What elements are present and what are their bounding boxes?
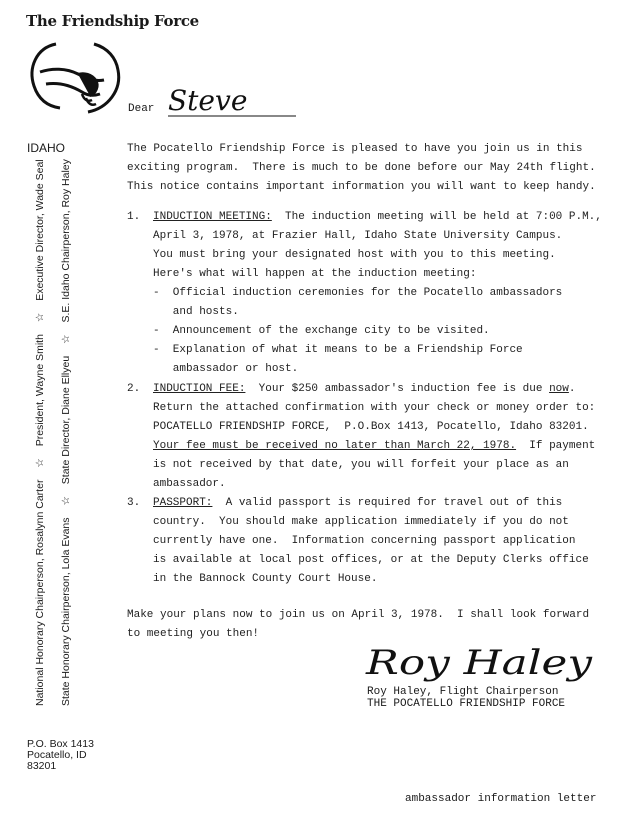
salutation-handwritten-name bbox=[162, 82, 302, 120]
handwritten-signature bbox=[362, 638, 602, 686]
item-line: Return the attached confirmation with your check or money order to: bbox=[153, 402, 596, 414]
bullet-line: - Official induction ceremonies for the Pocatello ambassadors bbox=[153, 287, 563, 299]
intro-line: exciting program. There is much to be done before our May 24th flight. bbox=[127, 162, 596, 174]
item-line bbox=[153, 440, 595, 452]
signer-organization: THE POCATELLO FRIENDSHIP FORCE bbox=[367, 698, 566, 710]
friendship-handshake-logo bbox=[26, 38, 126, 118]
signature-text: Roy Haley bbox=[364, 643, 594, 683]
officers-column-left bbox=[34, 159, 46, 706]
address-line: P.O. Box 1413 bbox=[27, 738, 94, 750]
item-line-tail: If payment bbox=[516, 440, 596, 452]
emphasis-now: now bbox=[549, 383, 569, 395]
item-number: 3. bbox=[127, 497, 141, 509]
officer-state-director: State Director, Diane Ellyeu bbox=[60, 355, 72, 485]
officer-executive-director: Executive Director, Wade Seal bbox=[34, 159, 46, 301]
signer-name-title: Roy Haley, Flight Chairperson bbox=[367, 686, 559, 698]
item-line: in the Bannock County Court House. bbox=[153, 573, 378, 585]
officers-column-right bbox=[60, 159, 72, 706]
star-separator: ☆ bbox=[34, 458, 46, 468]
footer-note: ambassador information letter bbox=[405, 793, 597, 805]
bullet-line: - Explanation of what it means to be a Friendship Force bbox=[153, 344, 523, 356]
salutation-word: Dear bbox=[128, 103, 155, 115]
item-heading: INDUCTION FEE: bbox=[153, 383, 246, 395]
item-line: April 3, 1978, at Frazier Hall, Idaho State University Campus. bbox=[153, 230, 563, 242]
salutation-name-text: Steve bbox=[168, 84, 248, 117]
item-line: is not received by that date, you will forfeit your place as an bbox=[153, 459, 569, 471]
item-number: 1. bbox=[127, 211, 141, 223]
item-line: currently have one. Information concerning passport application bbox=[153, 535, 576, 547]
closing-line: Make your plans now to join us on April 3, 1978. I shall look forward bbox=[127, 609, 590, 621]
star-separator: ☆ bbox=[60, 496, 72, 506]
item-line: is available at local post offices, or at the Deputy Clerks office bbox=[153, 554, 589, 566]
item-heading: PASSPORT: bbox=[153, 497, 213, 509]
officer-state-honorary-chair: State Honorary Chairperson, Lola Evans bbox=[60, 517, 72, 706]
bullet-line: and hosts. bbox=[153, 306, 239, 318]
officer-president: President, Wayne Smith bbox=[34, 334, 46, 447]
organization-title: The Friendship Force bbox=[26, 12, 199, 30]
item-line: ambassador. bbox=[153, 478, 226, 490]
address-line: 83201 bbox=[27, 760, 57, 772]
item-line: The induction meeting will be held at 7:00 P.M., bbox=[285, 211, 602, 223]
item-line: Here's what will happen at the induction meeting: bbox=[153, 268, 477, 280]
state-label: IDAHO bbox=[27, 141, 66, 155]
bullet-line: ambassador or host. bbox=[153, 363, 299, 375]
item-line: Your $250 ambassador's induction fee is due bbox=[258, 383, 550, 395]
mailing-address bbox=[27, 739, 94, 772]
item-heading: INDUCTION MEETING: bbox=[153, 211, 272, 223]
address-line: Pocatello, ID bbox=[27, 749, 87, 761]
star-separator: ☆ bbox=[34, 312, 46, 323]
punctuation: . bbox=[568, 383, 576, 395]
item-number: 2. bbox=[127, 383, 141, 395]
item-first-line bbox=[153, 383, 576, 395]
item-line: You must bring your designated host with you to this meeting. bbox=[153, 249, 556, 261]
star-separator: ☆ bbox=[60, 334, 72, 344]
deadline-text: Your fee must be received no later than March 22, 1978. bbox=[153, 440, 517, 452]
intro-line: This notice contains important information you will want to keep handy. bbox=[127, 181, 596, 193]
officer-se-idaho-chair: S.E. Idaho Chairperson, Roy Haley bbox=[60, 159, 72, 323]
item-first-line bbox=[153, 211, 602, 223]
closing-line: to meeting you then! bbox=[127, 628, 260, 640]
item-first-line bbox=[153, 497, 562, 509]
intro-line: The Pocatello Friendship Force is pleased to have you join us in this bbox=[127, 143, 583, 155]
item-line: country. You should make application immediately if you do not bbox=[153, 516, 569, 528]
item-line: POCATELLO FRIENDSHIP FORCE, P.O.Box 1413, Pocatello, Idaho 83201. bbox=[153, 421, 589, 433]
bullet-line: - Announcement of the exchange city to be visited. bbox=[153, 325, 490, 337]
item-line: A valid passport is required for travel out of this bbox=[225, 497, 563, 509]
officer-national-honorary-chair: National Honorary Chairperson, Rosalynn Carter bbox=[34, 479, 46, 706]
